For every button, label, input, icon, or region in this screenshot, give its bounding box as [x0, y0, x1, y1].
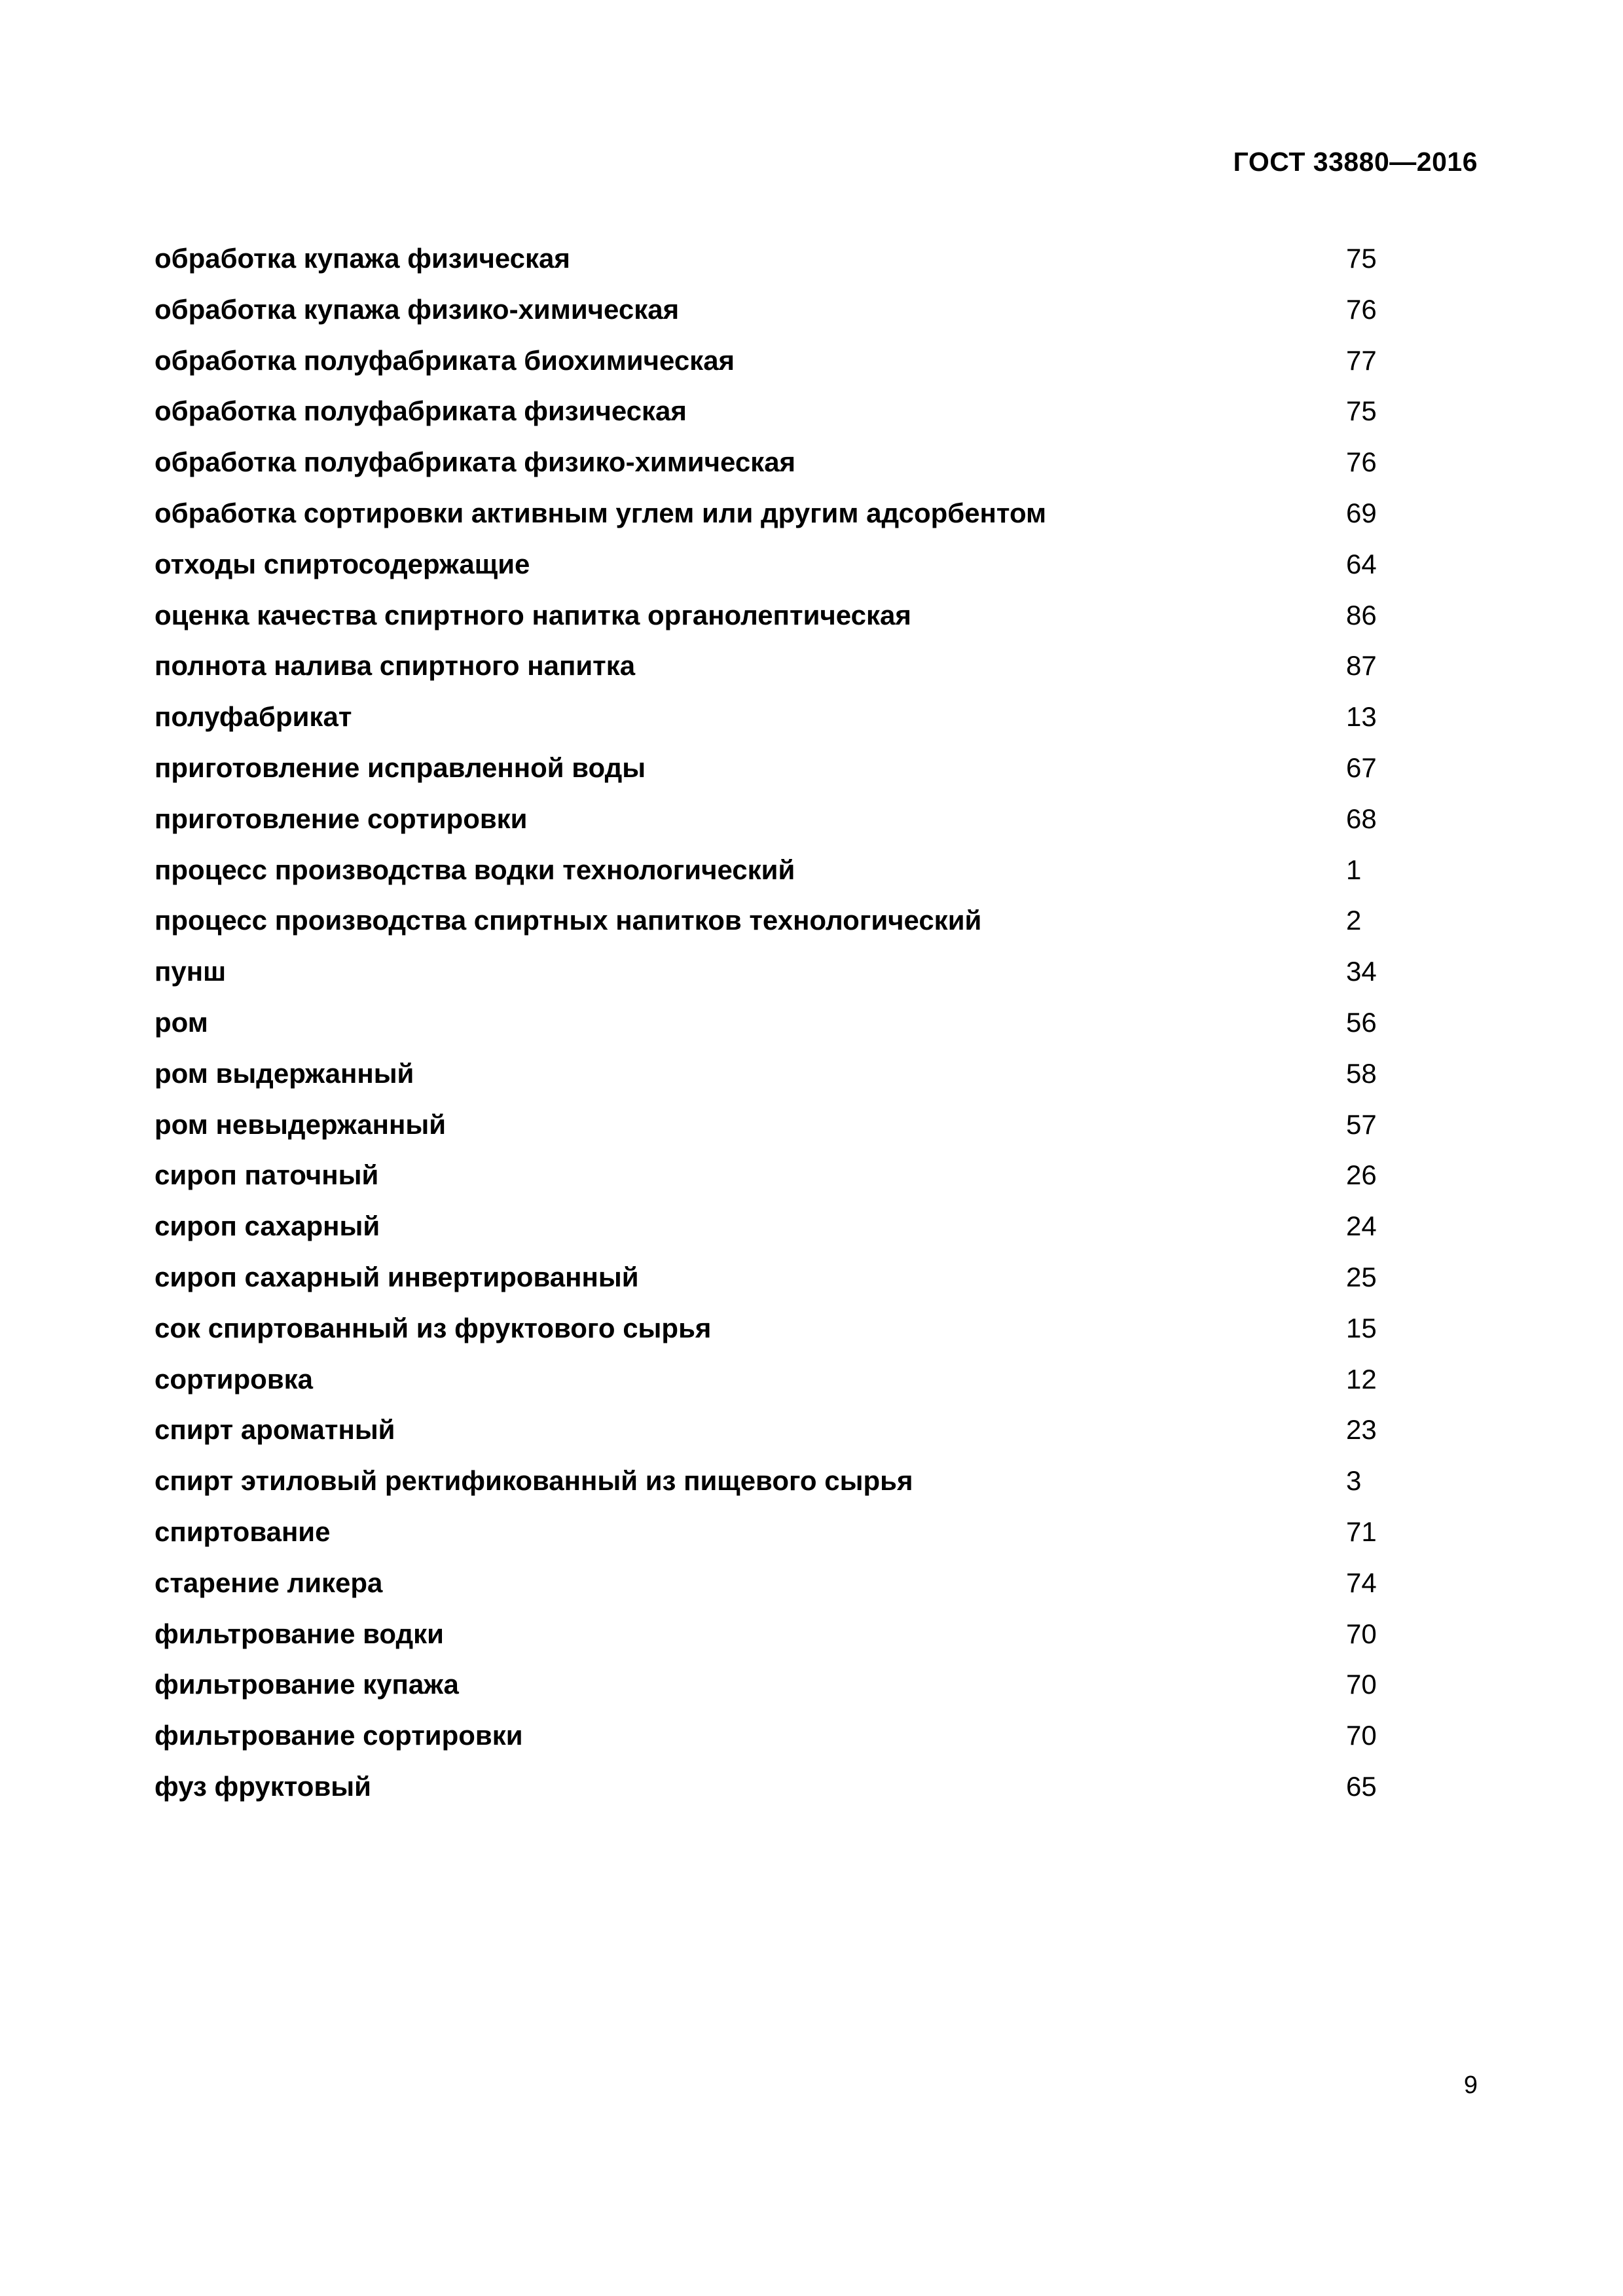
index-term: обработка полуфабриката биохимическая: [155, 344, 735, 376]
index-row: [155, 698, 1398, 749]
index-row: [155, 800, 1398, 851]
index-term-number: 74: [1346, 1567, 1377, 1598]
index-term-number: 25: [1346, 1261, 1377, 1292]
index-row: [155, 851, 1398, 902]
index-term-number: 76: [1346, 293, 1377, 325]
index-term: процесс производства спиртных напитков технологический: [155, 905, 982, 936]
index-row: [155, 1258, 1398, 1309]
index-row: [155, 1462, 1398, 1513]
index-row: [155, 647, 1398, 698]
index-row: [155, 1513, 1398, 1564]
index-term-number: 69: [1346, 497, 1377, 528]
index-row: [155, 240, 1398, 291]
index-row: [155, 902, 1398, 953]
index-term: спиртование: [155, 1516, 331, 1547]
index-term: сироп сахарный инвертированный: [155, 1261, 639, 1292]
index-term-number: 23: [1346, 1414, 1377, 1446]
index-term: полнота налива спиртного напитка: [155, 650, 636, 682]
index-term: ром невыдержанный: [155, 1108, 447, 1140]
index-term: приготовление сортировки: [155, 803, 528, 834]
page-number: 9: [1463, 2071, 1478, 2099]
index-term-number: 57: [1346, 1108, 1377, 1140]
index-row: [155, 1615, 1398, 1666]
index-term-number: 77: [1346, 344, 1377, 376]
index-row: [155, 291, 1398, 342]
index-term: спирт этиловый ректификованный из пищевого сырья: [155, 1465, 913, 1497]
index-term-number: 26: [1346, 1159, 1377, 1191]
index-term-number: 71: [1346, 1516, 1377, 1547]
index-term: оценка качества спиртного напитка органолептическая: [155, 599, 911, 630]
index-term: обработка купажа физико-химическая: [155, 293, 680, 325]
index-term-number: 34: [1346, 956, 1377, 987]
index-term: приготовление исправленной воды: [155, 752, 646, 783]
index-term: старение ликера: [155, 1567, 383, 1598]
index-term-number: 70: [1346, 1720, 1377, 1751]
document-standard-id: ГОСТ 33880—2016: [1233, 147, 1478, 177]
alphabetical-term-index: [155, 240, 1398, 1819]
index-row: [155, 1309, 1398, 1360]
index-row: [155, 392, 1398, 443]
index-term-number: 64: [1346, 548, 1377, 579]
index-term: фуз фруктовый: [155, 1770, 371, 1802]
index-row: [155, 1207, 1398, 1258]
index-term: фильтрование купажа: [155, 1669, 459, 1700]
index-row: [155, 1055, 1398, 1106]
index-term: сироп сахарный: [155, 1211, 380, 1242]
index-row: [155, 1156, 1398, 1207]
index-term-number: 1: [1346, 854, 1362, 885]
index-row: [155, 749, 1398, 800]
index-row: [155, 342, 1398, 393]
index-term: отходы спиртосодержащие: [155, 548, 530, 579]
index-row: [155, 494, 1398, 545]
index-row: [155, 1411, 1398, 1462]
index-term: обработка сортировки активным углем или другим адсорбентом: [155, 497, 1047, 528]
index-term: обработка купажа физическая: [155, 243, 570, 274]
index-row: [155, 1360, 1398, 1412]
index-term-number: 76: [1346, 446, 1377, 478]
index-term-number: 68: [1346, 803, 1377, 834]
index-term-number: 75: [1346, 395, 1377, 427]
index-term-number: 58: [1346, 1057, 1377, 1089]
index-row: [155, 545, 1398, 596]
index-term-number: 13: [1346, 701, 1377, 733]
index-row: [155, 596, 1398, 647]
index-term-number: 75: [1346, 243, 1377, 274]
index-term-number: 3: [1346, 1465, 1362, 1497]
index-term-number: 2: [1346, 905, 1362, 936]
index-term-number: 86: [1346, 599, 1377, 630]
index-term-number: 70: [1346, 1618, 1377, 1649]
index-row: [155, 1666, 1398, 1717]
index-term: фильтрование водки: [155, 1618, 444, 1649]
index-row: [155, 1564, 1398, 1615]
index-term: сок спиртованный из фруктового сырья: [155, 1312, 712, 1343]
index-row: [155, 443, 1398, 494]
index-term: полуфабрикат: [155, 701, 352, 733]
index-term-number: 15: [1346, 1312, 1377, 1343]
index-term: обработка полуфабриката физическая: [155, 395, 687, 427]
index-term-number: 65: [1346, 1770, 1377, 1802]
index-row: [155, 1004, 1398, 1055]
index-row: [155, 1717, 1398, 1768]
index-term-number: 56: [1346, 1006, 1377, 1038]
index-term-number: 67: [1346, 752, 1377, 783]
index-term: сортировка: [155, 1363, 314, 1394]
index-term: спирт ароматный: [155, 1414, 395, 1446]
index-row: [155, 1768, 1398, 1819]
index-term-number: 12: [1346, 1363, 1377, 1394]
index-row: [155, 953, 1398, 1004]
index-term: процесс производства водки технологический: [155, 854, 795, 885]
index-term: фильтрование сортировки: [155, 1720, 523, 1751]
index-term: сироп паточный: [155, 1159, 379, 1191]
index-term-number: 24: [1346, 1211, 1377, 1242]
index-term-number: 70: [1346, 1669, 1377, 1700]
index-term: ром выдержанный: [155, 1057, 414, 1089]
index-row: [155, 1106, 1398, 1157]
index-term: пунш: [155, 956, 227, 987]
index-term: ром: [155, 1006, 208, 1038]
index-term-number: 87: [1346, 650, 1377, 682]
index-term: обработка полуфабриката физико-химическая: [155, 446, 796, 478]
